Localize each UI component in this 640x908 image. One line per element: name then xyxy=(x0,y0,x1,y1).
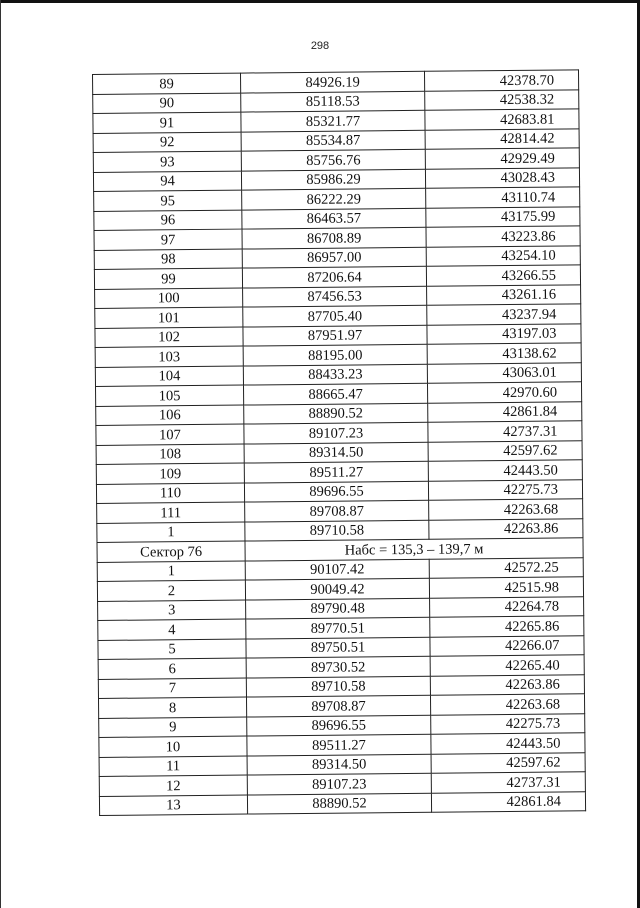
point-number-cell: 2 xyxy=(97,580,245,601)
x-coordinate-cell: 88195.00 xyxy=(243,344,427,365)
y-coordinate-cell: 42737.31 xyxy=(428,421,582,442)
x-coordinate-cell: 88433.23 xyxy=(243,364,427,385)
y-coordinate-cell: 42538.32 xyxy=(425,89,579,110)
table-row xyxy=(99,791,585,815)
y-coordinate-cell: 43261.16 xyxy=(427,284,581,305)
x-coordinate-cell: 87705.40 xyxy=(243,305,427,326)
y-coordinate-cell: 43237.94 xyxy=(427,304,581,325)
y-coordinate-cell: 42597.62 xyxy=(428,440,582,461)
y-coordinate-cell: 43063.01 xyxy=(427,362,581,383)
point-number-cell: 107 xyxy=(96,424,244,445)
x-coordinate-cell: 89314.50 xyxy=(244,442,428,463)
x-coordinate-cell: 88665.47 xyxy=(243,383,427,404)
y-coordinate-cell: 42572.25 xyxy=(429,557,583,578)
x-coordinate-cell: 86708.89 xyxy=(242,227,426,248)
x-coordinate-cell: 89708.87 xyxy=(246,695,430,716)
y-coordinate-cell: 42263.86 xyxy=(430,674,584,695)
x-coordinate-cell: 86957.00 xyxy=(242,247,426,268)
y-coordinate-cell: 42861.84 xyxy=(428,401,582,422)
sector-height-range: Набс = 135,3 – 139,7 м xyxy=(245,538,583,561)
x-coordinate-cell: 89750.51 xyxy=(246,637,430,658)
x-coordinate-cell: 89314.50 xyxy=(247,754,431,775)
x-coordinate-cell: 87951.97 xyxy=(243,325,427,346)
point-number-cell: 103 xyxy=(95,346,243,367)
x-coordinate-cell: 89696.55 xyxy=(244,481,428,502)
y-coordinate-cell: 43266.55 xyxy=(426,265,580,286)
point-number-cell: 100 xyxy=(95,288,243,309)
x-coordinate-cell: 85118.53 xyxy=(241,91,425,112)
point-number-cell: 11 xyxy=(99,756,247,777)
x-coordinate-cell: 85534.87 xyxy=(241,130,425,151)
scan-frame-left xyxy=(0,0,1,908)
point-number-cell: 104 xyxy=(95,366,243,387)
x-coordinate-cell: 89696.55 xyxy=(247,715,431,736)
y-coordinate-cell: 42275.73 xyxy=(428,479,582,500)
point-number-cell: 8 xyxy=(98,697,246,718)
point-number-cell: 108 xyxy=(96,444,244,465)
point-number-cell: 99 xyxy=(94,268,242,289)
x-coordinate-cell: 89790.48 xyxy=(246,598,430,619)
x-coordinate-cell: 86463.57 xyxy=(242,208,426,229)
x-coordinate-cell: 89708.87 xyxy=(245,500,429,521)
y-coordinate-cell: 42683.81 xyxy=(425,109,579,130)
point-number-cell: 12 xyxy=(99,775,247,796)
x-coordinate-cell: 89730.52 xyxy=(246,656,430,677)
coordinates-table xyxy=(92,69,586,816)
point-number-cell: 7 xyxy=(98,678,246,699)
point-number-cell: 111 xyxy=(97,502,245,523)
scan-frame-top xyxy=(0,0,640,3)
point-number-cell: 105 xyxy=(95,385,243,406)
y-coordinate-cell: 43028.43 xyxy=(425,167,579,188)
point-number-cell: 96 xyxy=(94,210,242,231)
point-number-cell: 92 xyxy=(93,132,241,153)
point-number-cell: 95 xyxy=(94,190,242,211)
point-number-cell: 13 xyxy=(99,795,247,816)
point-number-cell: 97 xyxy=(94,229,242,250)
point-number-cell: 91 xyxy=(93,112,241,133)
y-coordinate-cell: 42970.60 xyxy=(427,382,581,403)
y-coordinate-cell: 42275.73 xyxy=(431,713,585,734)
point-number-cell: 3 xyxy=(98,600,246,621)
point-number-cell: 90 xyxy=(93,93,241,114)
x-coordinate-cell: 89107.23 xyxy=(244,422,428,443)
point-number-cell: 89 xyxy=(93,73,241,94)
y-coordinate-cell: 42263.86 xyxy=(429,518,583,539)
point-number-cell: 1 xyxy=(97,522,245,543)
y-coordinate-cell: 42265.40 xyxy=(430,655,584,676)
point-number-cell: 102 xyxy=(95,327,243,348)
sector-label: Сектор 76 xyxy=(97,541,245,562)
point-number-cell: 4 xyxy=(98,619,246,640)
point-number-cell: 98 xyxy=(94,249,242,270)
y-coordinate-cell: 42378.70 xyxy=(424,70,578,91)
x-coordinate-cell: 89710.58 xyxy=(245,520,429,541)
y-coordinate-cell: 43223.86 xyxy=(426,226,580,247)
x-coordinate-cell: 89511.27 xyxy=(244,461,428,482)
y-coordinate-cell: 42737.31 xyxy=(431,772,585,793)
point-number-cell: 9 xyxy=(99,717,247,738)
y-coordinate-cell: 42814.42 xyxy=(425,128,579,149)
y-coordinate-cell: 43197.03 xyxy=(427,323,581,344)
x-coordinate-cell: 89511.27 xyxy=(247,734,431,755)
coordinates-table-part1 xyxy=(93,70,583,543)
point-number-cell: 1 xyxy=(97,561,245,582)
x-coordinate-cell: 89710.58 xyxy=(246,676,430,697)
x-coordinate-cell: 85321.77 xyxy=(241,110,425,131)
point-number-cell: 6 xyxy=(98,658,246,679)
x-coordinate-cell: 85756.76 xyxy=(241,149,425,170)
x-coordinate-cell: 88890.52 xyxy=(247,793,431,814)
point-number-cell: 93 xyxy=(93,151,241,172)
y-coordinate-cell: 42597.62 xyxy=(431,752,585,773)
point-number-cell: 5 xyxy=(98,639,246,660)
point-number-cell: 101 xyxy=(95,307,243,328)
y-coordinate-cell: 42263.68 xyxy=(429,499,583,520)
x-coordinate-cell: 89770.51 xyxy=(246,617,430,638)
y-coordinate-cell: 43138.62 xyxy=(427,343,581,364)
point-number-cell: 106 xyxy=(96,405,244,426)
y-coordinate-cell: 42264.78 xyxy=(430,596,584,617)
y-coordinate-cell: 43110.74 xyxy=(426,187,580,208)
coordinates-table-part2 xyxy=(97,557,585,815)
y-coordinate-cell: 42265.86 xyxy=(430,616,584,637)
x-coordinate-cell: 90107.42 xyxy=(245,559,429,580)
point-number-cell: 109 xyxy=(96,463,244,484)
x-coordinate-cell: 89107.23 xyxy=(247,773,431,794)
x-coordinate-cell: 87206.64 xyxy=(242,266,426,287)
page-number: 298 xyxy=(310,40,330,52)
x-coordinate-cell: 85986.29 xyxy=(241,169,425,190)
y-coordinate-cell: 42443.50 xyxy=(428,460,582,481)
y-coordinate-cell: 42443.50 xyxy=(431,733,585,754)
x-coordinate-cell: 90049.42 xyxy=(245,578,429,599)
y-coordinate-cell: 43175.99 xyxy=(426,206,580,227)
y-coordinate-cell: 42263.68 xyxy=(430,694,584,715)
point-number-cell: 10 xyxy=(99,736,247,757)
y-coordinate-cell: 43254.10 xyxy=(426,245,580,266)
y-coordinate-cell: 42861.84 xyxy=(431,791,585,812)
point-number-cell: 110 xyxy=(96,483,244,504)
point-number-cell: 94 xyxy=(93,171,241,192)
x-coordinate-cell: 87456.53 xyxy=(243,286,427,307)
x-coordinate-cell: 86222.29 xyxy=(242,188,426,209)
y-coordinate-cell: 42266.07 xyxy=(430,635,584,656)
x-coordinate-cell: 84926.19 xyxy=(240,71,424,92)
y-coordinate-cell: 42515.98 xyxy=(429,577,583,598)
x-coordinate-cell: 88890.52 xyxy=(244,403,428,424)
y-coordinate-cell: 42929.49 xyxy=(425,148,579,169)
